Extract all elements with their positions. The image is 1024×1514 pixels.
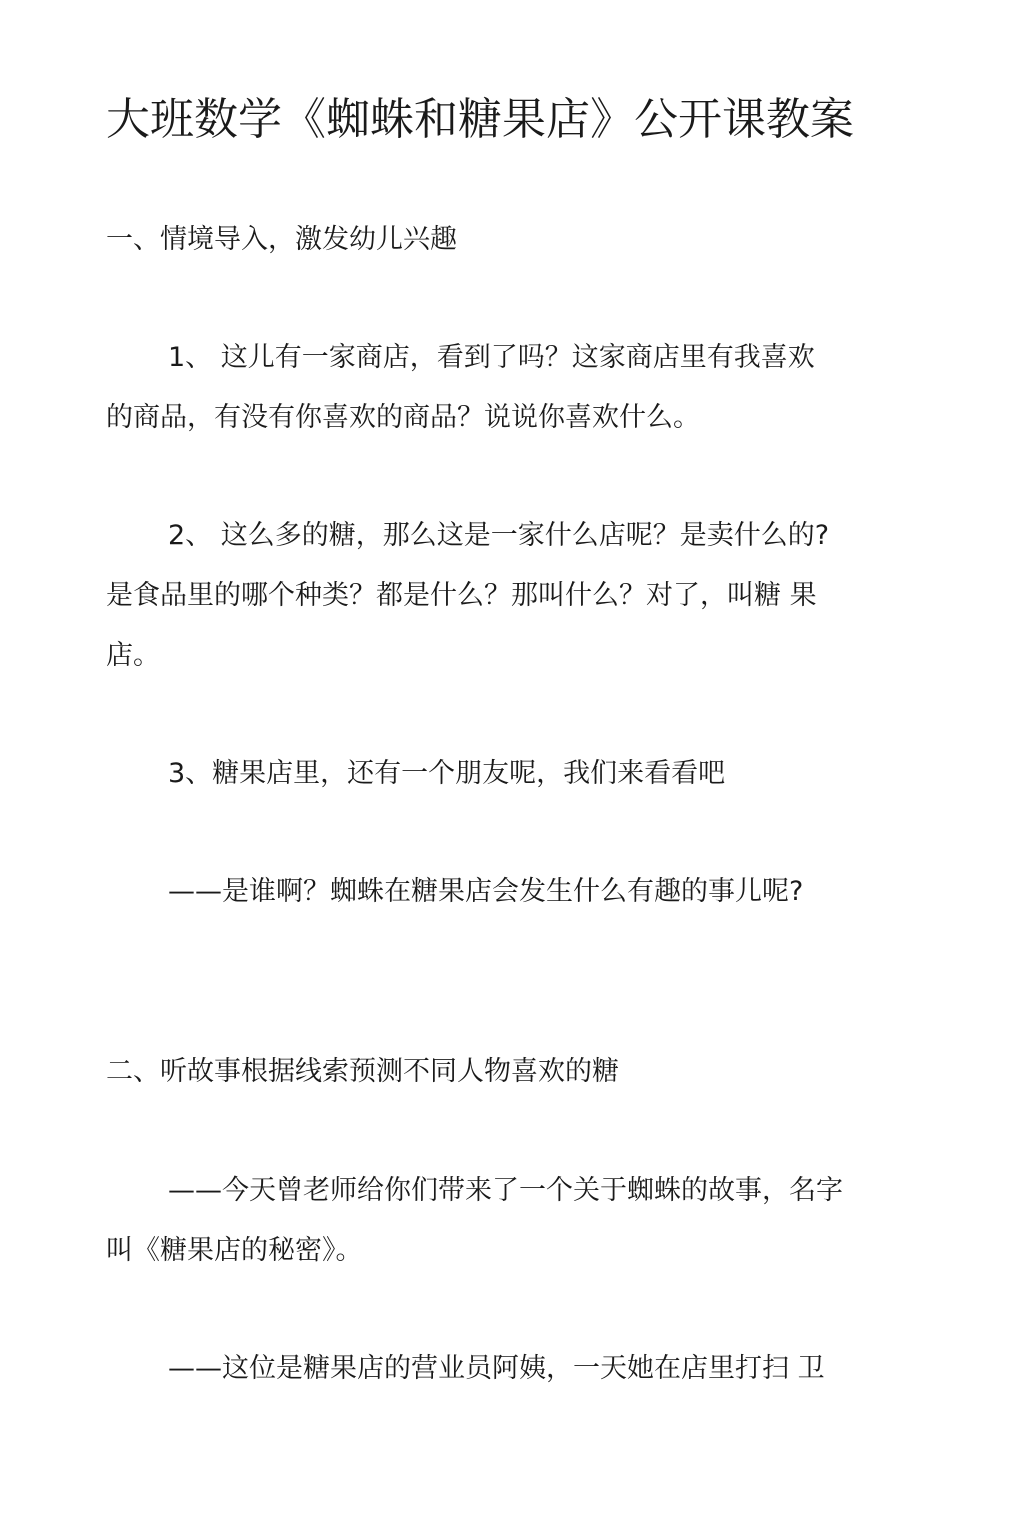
- paragraph-line: 1、 这儿有一家商店，看到了吗？这家商店里有我喜欢: [168, 342, 815, 373]
- paragraph-line: ——今天曾老师给你们带来了一个关于蜘蛛的故事，名字: [168, 1175, 843, 1206]
- section-1-paragraph-3: [106, 744, 906, 804]
- section-2-paragraph-2: [106, 1339, 906, 1399]
- section-1-paragraph-4: [106, 862, 906, 922]
- section-1-paragraph-1: [106, 328, 906, 448]
- section-1-heading: 一、情境导入，激发幼儿兴趣: [106, 224, 457, 255]
- paragraph-line: 3、糖果店里，还有一个朋友呢，我们来看看吧: [168, 758, 726, 789]
- paragraph-line: 2、 这么多的糖，那么这是一家什么店呢？是卖什么的?: [168, 520, 830, 551]
- section-2-heading: 二、听故事根据线索预测不同人物喜欢的糖: [106, 1056, 619, 1087]
- paragraph-line: 店。: [106, 640, 160, 671]
- paragraph-line: 叫《糖果店的秘密》。: [106, 1235, 363, 1266]
- paragraph-line: 的商品，有没有你喜欢的商品？说说你喜欢什么。: [106, 402, 700, 433]
- section-2-paragraph-1: [106, 1161, 906, 1281]
- document-title: 大班数学《蜘蛛和糖果店》公开课教案: [106, 94, 854, 145]
- paragraph-line: ——这位是糖果店的营业员阿姨，一天她在店里打扫 卫: [168, 1353, 825, 1384]
- paragraph-line: ——是谁啊？蜘蛛在糖果店会发生什么有趣的事儿呢?: [168, 876, 804, 907]
- paragraph-line: 是食品里的哪个种类？都是什么？那叫什么？对了，叫糖 果: [106, 580, 817, 611]
- section-1-paragraph-2: [106, 506, 906, 686]
